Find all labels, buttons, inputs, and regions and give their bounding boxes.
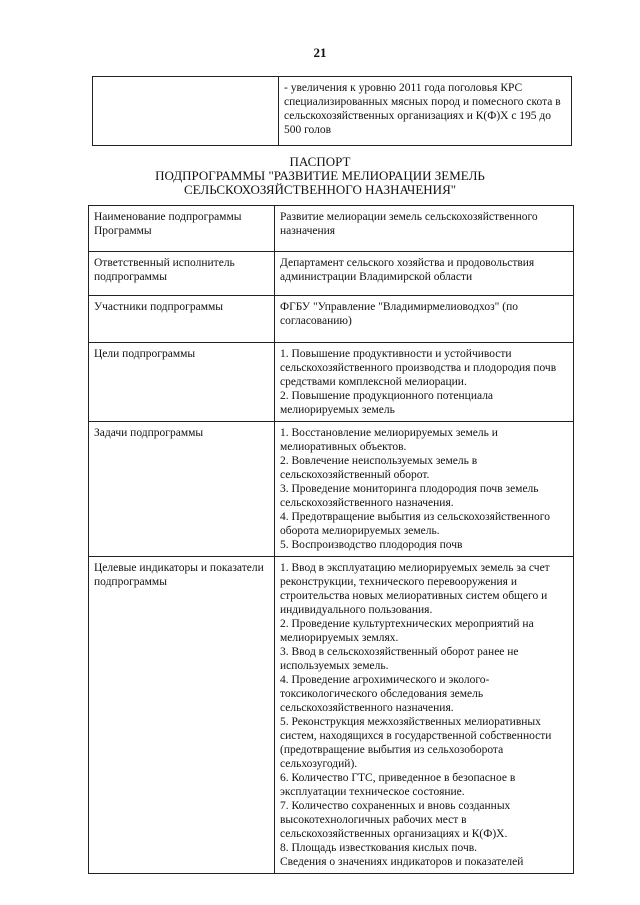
- indicator-item: 8. Площадь известкования кислых почв.: [280, 842, 478, 854]
- task-item: 4. Предотвращение выбытия из сельскохозяйственного оборота мелиорируемых земель.: [280, 511, 550, 537]
- continuation-table: [92, 76, 572, 146]
- heading-line-1: ПАСПОРТ: [289, 154, 351, 169]
- table-row: [89, 343, 574, 422]
- table-row: [89, 206, 574, 252]
- indicator-item: 4. Проведение агрохимического и эколого-токсикологического обследования земель сельскохозяйственного назначения.: [280, 674, 490, 714]
- continuation-right-cell: - увеличения к уровню 2011 года поголовья КРС специализированных мясных пород и помесного скота в сельскохозяйственных организациях и К(Ф)Х с 195 до 500 голов: [279, 77, 572, 146]
- indicator-item: 2. Проведение культуртехнических мероприятий на мелиорируемых землях.: [280, 618, 534, 644]
- goal-item: 1. Повышение продуктивности и устойчивости сельскохозяйственного производства и плодородия почв средствами комплексной мелиорации.: [280, 348, 557, 388]
- passport-table: [88, 205, 574, 874]
- indicator-item: 7. Количество сохраненных и вновь созданных высокотехнологичных рабочих мест в сельскохозяйственных организациях и К(Ф)Х.: [280, 800, 511, 840]
- indicator-item: 6. Количество ГТС, приведенное в безопасное в эксплуатации техническое состояние.: [280, 772, 516, 798]
- task-item: 1. Восстановление мелиорируемых земель и мелиоративных объектов.: [280, 427, 498, 453]
- row-value: Департамент сельского хозяйства и продовольствия администрации Владимирской области: [275, 252, 574, 296]
- page-number: 21: [313, 45, 327, 60]
- continuation-left-cell: [93, 77, 279, 146]
- table-row: [89, 252, 574, 296]
- row-value: ФГБУ "Управление "Владимирмелиоводхоз" (по согласованию): [275, 296, 574, 343]
- heading-line-2: ПОДПРОГРАММЫ "РАЗВИТИЕ МЕЛИОРАЦИИ ЗЕМЕЛЬ: [155, 168, 485, 183]
- row-label: Наименование подпрограммы Программы: [89, 206, 275, 252]
- row-label: Целевые индикаторы и показатели подпрограммы: [89, 557, 275, 874]
- table-row: [89, 422, 574, 557]
- indicator-item: 1. Ввод в эксплуатацию мелиорируемых земель за счет реконструкции, технического перевооружения и строительства новых мелиоративных систем общего и индивидуального пользования.: [280, 562, 550, 616]
- heading-line-3: СЕЛЬСКОХОЗЯЙСТВЕННОГО НАЗНАЧЕНИЯ": [183, 182, 457, 197]
- task-item: 2. Вовлечение неиспользуемых земель в сельскохозяйственный оборот.: [280, 455, 478, 481]
- row-value: [275, 557, 574, 874]
- row-label: Ответственный исполнитель подпрограммы: [89, 252, 275, 296]
- row-value: Развитие мелиорации земель сельскохозяйственного назначения: [275, 206, 574, 252]
- row-label: Задачи подпрограммы: [89, 422, 275, 557]
- task-item: 3. Проведение мониторинга плодородия почв земель сельскохозяйственного назначения.: [280, 483, 539, 509]
- row-value: [275, 422, 574, 557]
- row-label: Участники подпрограммы: [89, 296, 275, 343]
- indicator-item: 5. Реконструкция межхозяйственных мелиоративных систем, находящихся в государственной собственности (предотвращение выбытия из сельхозоборота сельхозугодий).: [280, 716, 552, 770]
- row-label: Цели подпрограммы: [89, 343, 275, 422]
- task-item: 5. Воспроизводство плодородия почв: [280, 539, 463, 551]
- table-row: [89, 557, 574, 874]
- goal-item: 2. Повышение продукционного потенциала мелиорируемых земель: [280, 390, 494, 416]
- row-value: [275, 343, 574, 422]
- indicator-item: 3. Ввод в сельскохозяйственный оборот ранее не используемых земель.: [280, 646, 519, 672]
- table-row: [89, 296, 574, 343]
- indicator-item: Сведения о значениях индикаторов и показателей: [280, 856, 524, 868]
- passport-heading: [0, 155, 640, 197]
